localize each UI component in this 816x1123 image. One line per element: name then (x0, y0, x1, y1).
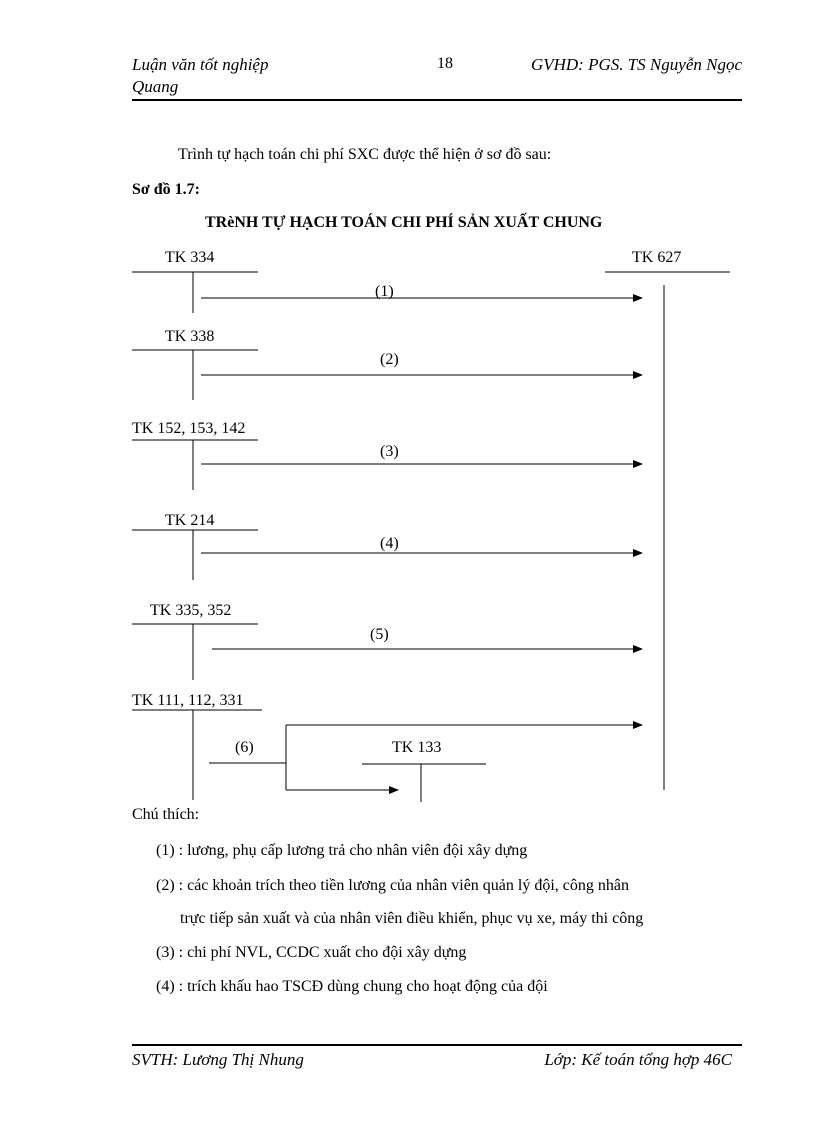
step-label: (1) (375, 283, 394, 300)
note-item: (1) : lương, phụ cấp lương trả cho nhân viên đội xây dựng (156, 842, 528, 859)
footer-student: SVTH: Lương Thị Nhung (132, 1050, 304, 1069)
intro-paragraph: Trình tự hạch toán chi phí SXC được thể hiện ở sơ đồ sau: (178, 146, 552, 163)
account-label: TK 152, 153, 142 (132, 420, 246, 437)
note-item-continued: trực tiếp sản xuất và của nhân viên điều khiển, phục vụ xe, máy thi công (180, 910, 644, 927)
note-item: (2) : các khoản trích theo tiền lương của nhân viên quản lý đội, công nhân (156, 877, 629, 894)
header-thesis-label-continued: Quang (132, 77, 179, 96)
page-number: 18 (437, 55, 453, 72)
account-label: TK 334 (165, 249, 215, 266)
target-account-label: TK 627 (632, 249, 682, 266)
diagram-title: TRèNH TỰ HẠCH TOÁN CHI PHÍ SẢN XUẤT CHUNG (205, 214, 603, 231)
note-item: (3) : chi phí NVL, CCDC xuất cho đội xây dựng (156, 944, 467, 961)
step-label: (3) (380, 443, 399, 460)
diagram-label: Sơ đồ 1.7: (132, 181, 200, 198)
footer-rule (132, 1044, 742, 1046)
notes-heading: Chú thích: (132, 806, 200, 823)
note-item: (4) : trích khấu hao TSCĐ dùng chung cho hoạt động của đội (156, 978, 548, 995)
step-label: (2) (380, 351, 399, 368)
account-label: TK 335, 352 (150, 602, 232, 619)
header-thesis-label: Luận văn tốt nghiệp (132, 55, 269, 74)
vat-account-label: TK 133 (392, 739, 442, 756)
account-label: TK 111, 112, 331 (132, 692, 244, 709)
step-label: (4) (380, 535, 399, 552)
footer-class: Lớp: Kế toán tổng hợp 46C (544, 1050, 732, 1069)
step-label: (5) (370, 626, 389, 643)
account-label: TK 214 (165, 512, 215, 529)
header-advisor: GVHD: PGS. TS Nguyễn Ngọc (530, 55, 742, 74)
account-label: TK 338 (165, 328, 215, 345)
step-label: (6) (235, 739, 254, 756)
